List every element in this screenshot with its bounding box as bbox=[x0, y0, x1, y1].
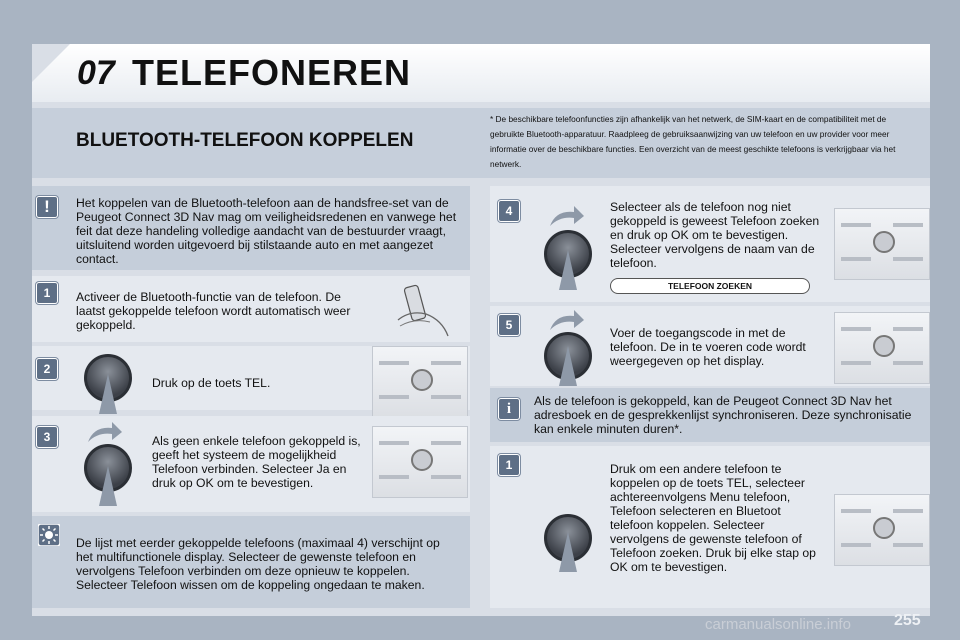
tip-text: De lijst met eerder gekoppelde telefoons (maximaal 4) verschijnt op het multifunctionele display. Selecteer de gewenste telefoon en vervolgens Telefoon verbinden om deze opnieuw te koppelen. Selecteer Telefoon wissen om de koppeling ongedaan te maken. bbox=[76, 536, 440, 592]
warning-text: Het koppelen van de Bluetooth-telefoon aan de handsfree-set van de Peugeot Connect 3D Nav mag om veiligheidsredenen en vanwege het feit dat deze handeling volledige aandacht van de bestuurder vraagt, uitsluitend worden uitgevoerd bij stilstaande auto en met aangezet contact. bbox=[76, 196, 457, 266]
warning-icon: ! bbox=[36, 196, 58, 218]
radio-unit-icon bbox=[372, 346, 468, 418]
alt-step-badge: 1 bbox=[498, 454, 520, 476]
footnote: * De beschikbare telefoonfuncties zijn afhankelijk van het netwerk, de SIM-kaart en de compatibiliteit met de gebruikte Bluetooth-apparatuur. Raadpleeg de gebruiksaanwijzing van uw telefoon en uw provider voor meer informatie over de beschikbare functies. Een overzicht van de meest geschikte telefoons is verkrijgbaar via het netwerk. bbox=[490, 114, 896, 169]
step3-text: Als geen enkele telefoon gekoppeld is, geeft het systeem de mogelijkheid Telefoon verbinden. Selecteer Ja en druk op OK om te bevestigen. bbox=[152, 434, 361, 490]
step3-badge: 3 bbox=[36, 426, 58, 448]
section-title: BLUETOOTH-TELEFOON KOPPELEN bbox=[76, 130, 414, 151]
radio-unit-icon bbox=[834, 312, 930, 384]
chapter-number: 07 bbox=[77, 54, 115, 92]
press-arrow-icon bbox=[559, 532, 577, 572]
curved-arrow-icon bbox=[546, 308, 586, 332]
step5-text: Voer de toegangscode in met de telefoon. De in te voeren code wordt weergegeven op het display. bbox=[610, 326, 806, 368]
curved-arrow-icon bbox=[84, 420, 124, 444]
press-arrow-icon bbox=[99, 374, 117, 414]
step2-text: Druk op de toets TEL. bbox=[152, 376, 271, 390]
press-arrow-icon bbox=[559, 346, 577, 386]
telefoon-zoeken-button: TELEFOON ZOEKEN bbox=[610, 278, 810, 294]
radio-unit-icon bbox=[834, 494, 930, 566]
step4-text: Selecteer als de telefoon nog niet gekoppeld is geweest Telefoon zoeken en druk op OK om te bevestigen. Selecteer vervolgens de naam van de telefoon. bbox=[610, 200, 820, 270]
press-arrow-icon bbox=[559, 250, 577, 290]
alt-step-text: Druk om een andere telefoon te koppelen op de toets TEL, selecteer achtereenvolgens Menu telefoon, Telefoon selecteren en Bluetoot telefoon koppelen. Selecteer vervolgens de gewenste telefoon of Telefoon zoeken. Druk bij elke stap op OK om te bevestigen. bbox=[610, 462, 816, 574]
step4-badge: 4 bbox=[498, 200, 520, 222]
page-number: 255 bbox=[894, 612, 921, 629]
info-icon: i bbox=[498, 398, 520, 420]
phone-in-hand-icon bbox=[390, 280, 460, 340]
step2-badge: 2 bbox=[36, 358, 58, 380]
step1-badge: 1 bbox=[36, 282, 58, 304]
press-arrow-icon bbox=[99, 466, 117, 506]
chapter-title: TELEFONEREN bbox=[132, 52, 412, 93]
watermark: carmanualsonline.info bbox=[705, 616, 851, 633]
radio-unit-icon bbox=[834, 208, 930, 280]
info-text: Als de telefoon is gekoppeld, kan de Peugeot Connect 3D Nav het adresboek en de gesprekkenlijst synchroniseren. Deze synchronisatie kan enkele minuten duren*. bbox=[534, 394, 912, 436]
radio-unit-icon bbox=[372, 426, 468, 498]
step1-text: Activeer de Bluetooth-functie van de telefoon. De laatst gekoppelde telefoon wordt automatisch weer gekoppeld. bbox=[76, 290, 351, 332]
curved-arrow-icon bbox=[546, 204, 586, 228]
tip-sun-icon bbox=[38, 524, 60, 546]
step5-badge: 5 bbox=[498, 314, 520, 336]
